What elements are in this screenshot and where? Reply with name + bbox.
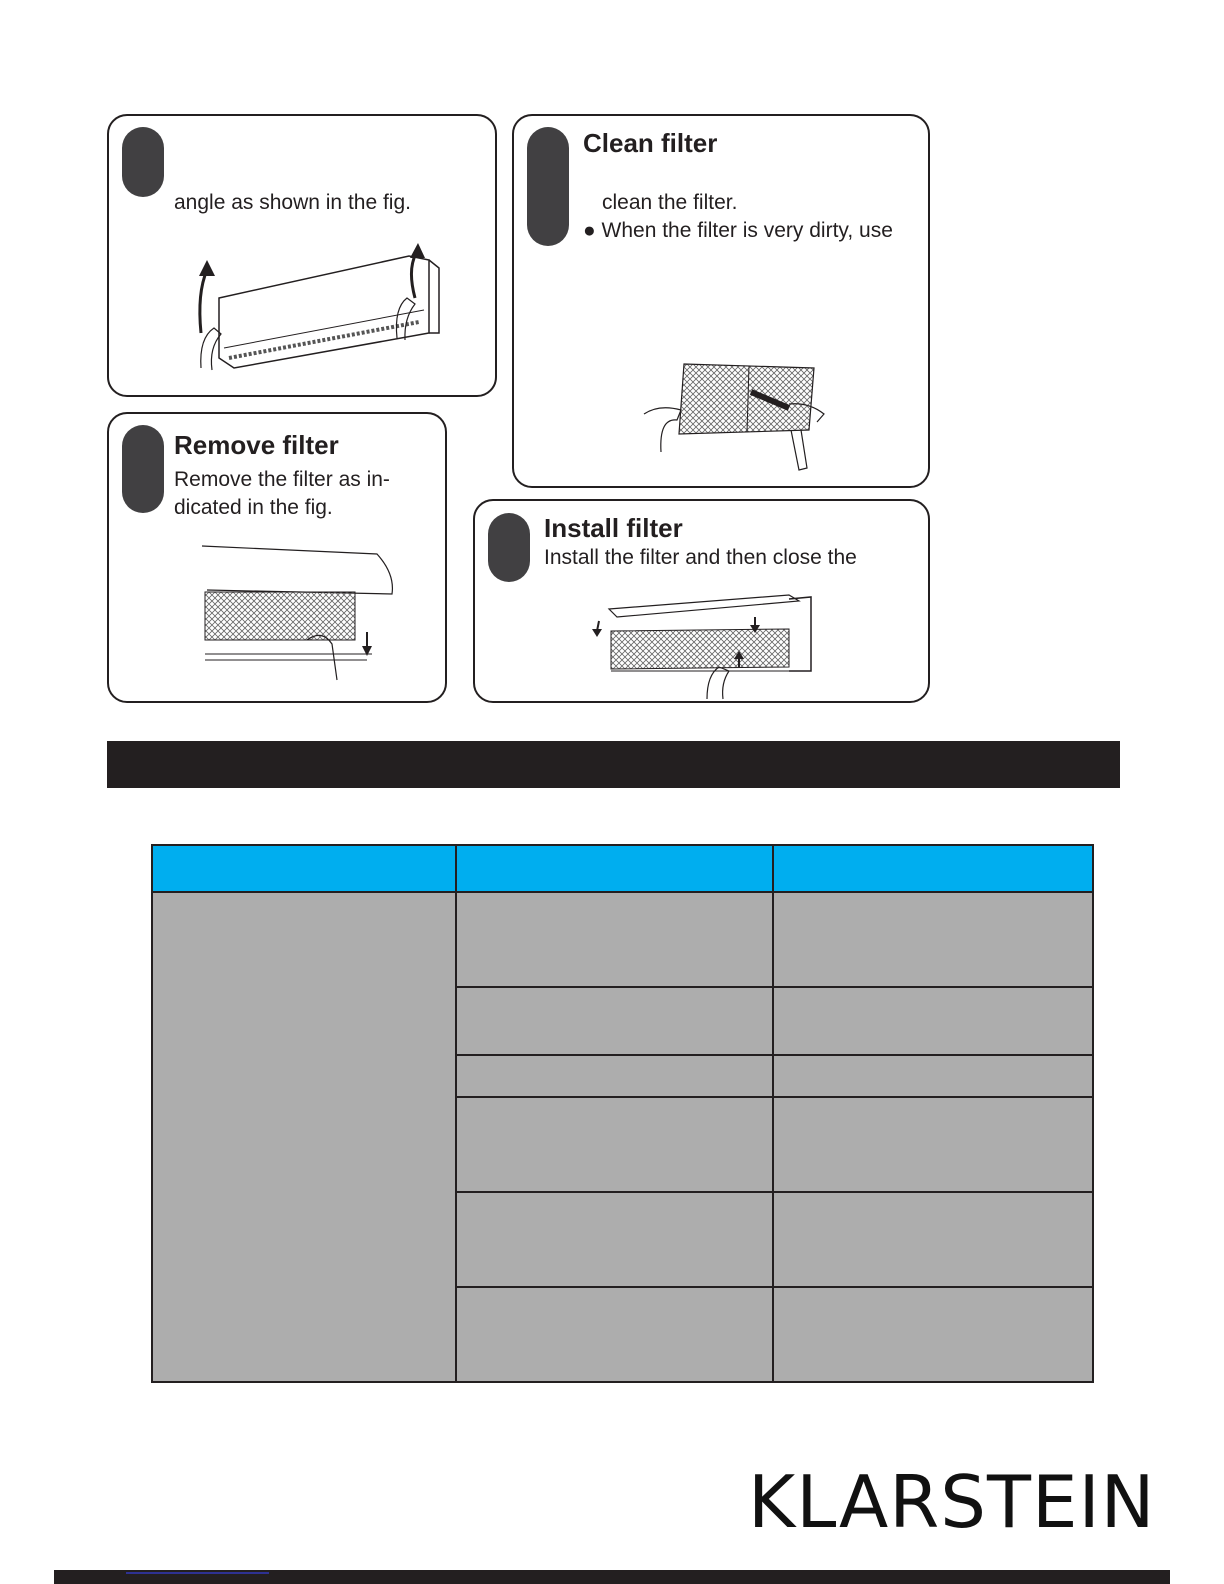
table-header-cell (152, 845, 456, 892)
filter-cleaning-icon (639, 352, 849, 482)
filter-install-icon (589, 591, 829, 701)
table-cell (456, 987, 773, 1055)
footer-link[interactable] (126, 1572, 269, 1574)
step-text-line: ● When the filter is very dirty, use (583, 219, 893, 242)
table-cell (456, 1097, 773, 1192)
table-row (152, 892, 1093, 987)
table-header-cell (456, 845, 773, 892)
step-marker (527, 127, 569, 246)
step-title: Install filter (544, 513, 683, 543)
table-cell (456, 1287, 773, 1382)
table-cell (773, 1055, 1093, 1097)
table-header-row (152, 845, 1093, 892)
table-cell (773, 1287, 1093, 1382)
section-header-bar (107, 741, 1120, 788)
table-cell (456, 1055, 773, 1097)
step-text-line: Install the filter and then close the (544, 546, 857, 569)
step-marker (122, 425, 164, 513)
step-panel-open (107, 114, 497, 397)
step-title: Clean filter (583, 128, 718, 158)
step-text-line: Remove the filter as in- (174, 468, 390, 491)
troubleshooting-table (151, 844, 1094, 1383)
step-panel-install-filter (473, 499, 930, 703)
filter-removal-icon (197, 544, 407, 694)
step-panel-remove-filter (107, 412, 447, 703)
table-header-cell (773, 845, 1093, 892)
table-cell (773, 1097, 1093, 1192)
table-cell (456, 892, 773, 987)
table-cell (773, 987, 1093, 1055)
step-text-line: dicated in the fig. (174, 496, 333, 519)
step-text-line: clean the filter. (602, 191, 738, 214)
table-cell (456, 1192, 773, 1287)
table-cell (152, 892, 456, 1382)
ac-open-panel-icon (179, 238, 479, 388)
step-marker (122, 127, 164, 197)
table-cell (773, 1192, 1093, 1287)
step-panel-clean-filter (512, 114, 930, 488)
table-cell (773, 892, 1093, 987)
brand-logo: KLARSTEIN (748, 1460, 1156, 1544)
step-text-line: angle as shown in the fig. (174, 191, 411, 214)
step-title: Remove filter (174, 430, 339, 460)
step-marker (488, 513, 530, 582)
